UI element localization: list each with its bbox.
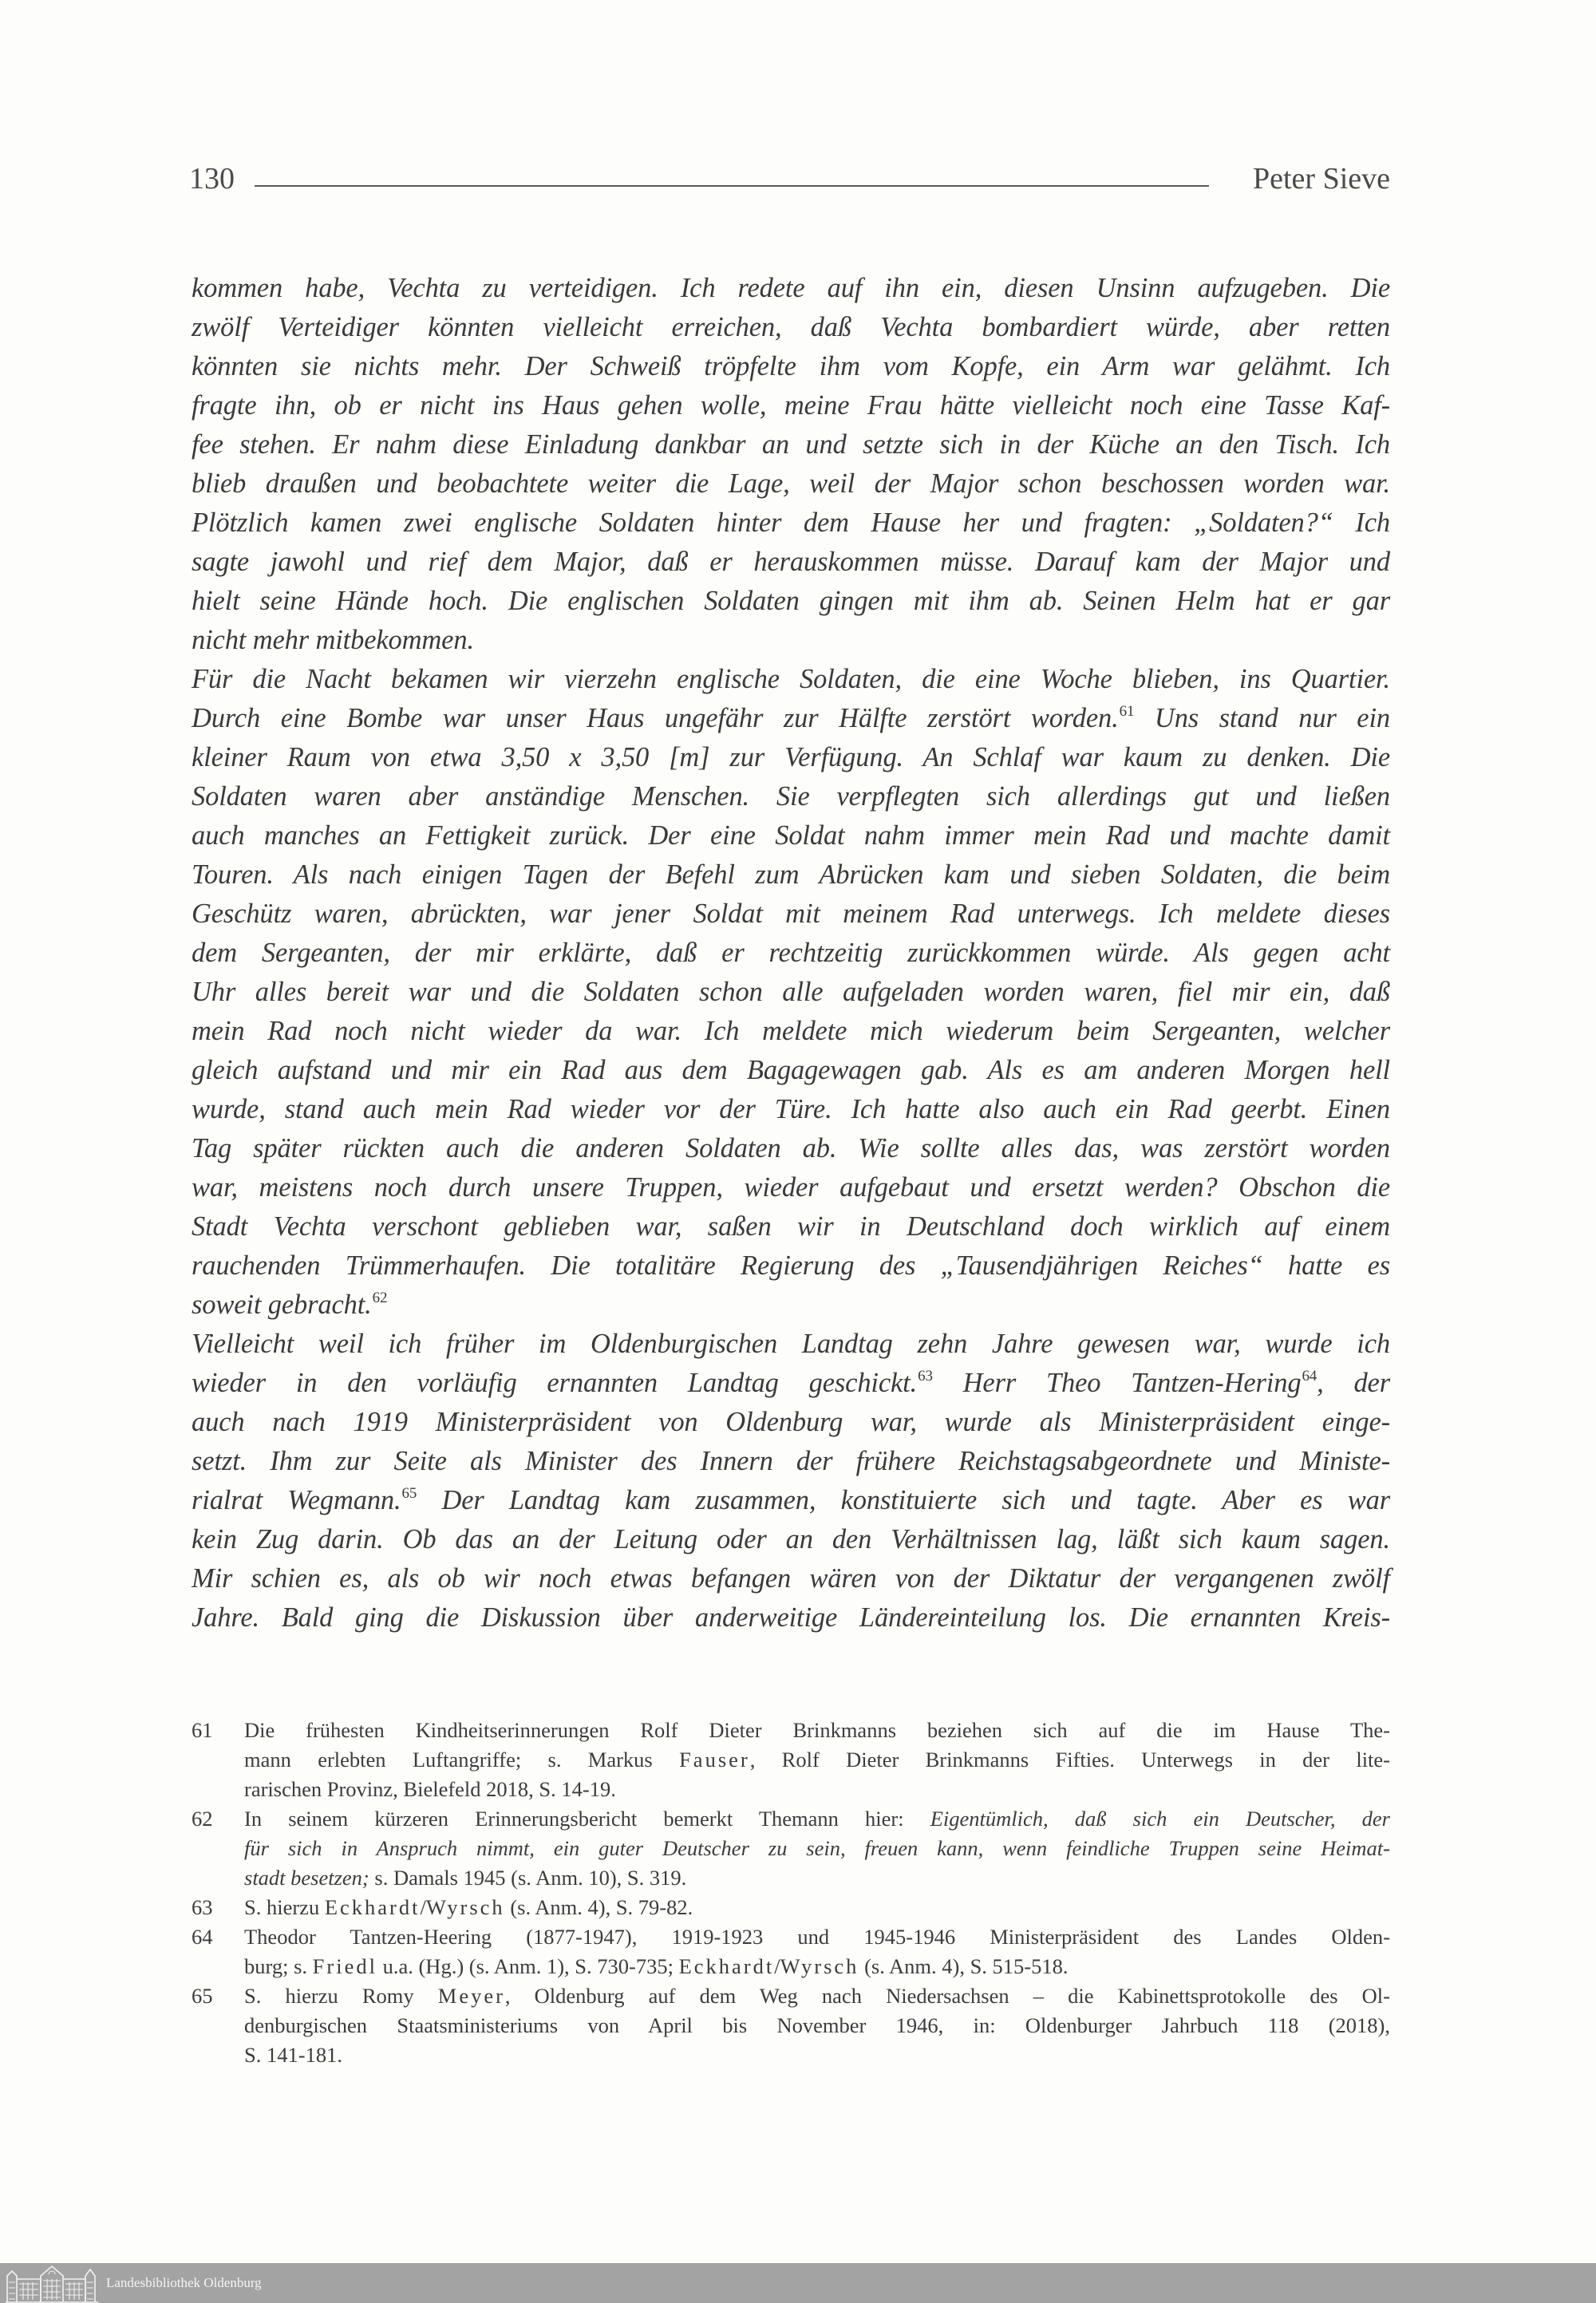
footnote-text-run: denburgischen Staatsministeriums von April bis November 1946, in: Oldenburger Jahrbuch 118 (2018), bbox=[244, 2013, 1390, 2037]
body-line-text: Uhr alles bereit war und die Soldaten schon alle aufgeladen worden waren, fiel mir ein, daß bbox=[192, 977, 1390, 1007]
body-line-text: sagte jawohl und rief dem Major, daß er herauskommen müsse. Darauf kam der Major und bbox=[192, 547, 1390, 577]
footnote-text-run: u.a. (Hg.) (s. Anm. 1), S. 730-735; bbox=[377, 1954, 679, 1978]
footnote-text-run: S. 141-181. bbox=[244, 2043, 342, 2067]
footnote-text-run: Eigentümlich, daß sich ein Deutscher, der bbox=[930, 1807, 1390, 1831]
body-line-text: Der Landtag kam zusammen, konstituierte sich und tagte. Aber es war bbox=[417, 1485, 1390, 1515]
footnote-line bbox=[244, 1745, 1390, 1775]
footnote-text bbox=[244, 1893, 1390, 1922]
library-name: Landesbibliothek Oldenburg bbox=[106, 2275, 262, 2290]
page-header bbox=[189, 156, 1390, 201]
footnote-text-run: mann erlebten Luftangriffe; s. Markus bbox=[244, 1748, 680, 1772]
footnote-line bbox=[244, 1893, 1390, 1922]
footnote-number: 65 bbox=[192, 1984, 213, 2008]
footnote-reference[interactable]: 61 bbox=[1119, 703, 1135, 720]
footnote-line bbox=[244, 2011, 1390, 2040]
body-line bbox=[192, 621, 1390, 660]
body-line bbox=[192, 1168, 1390, 1207]
body-line bbox=[192, 1325, 1390, 1364]
body-line-text: zwölf Verteidiger könnten vielleicht erreichen, daß Vechta bombardiert würde, aber retten bbox=[192, 312, 1390, 342]
body-line-text: Herr Theo Tantzen-Hering bbox=[932, 1368, 1302, 1398]
author-name: Wyrsch bbox=[425, 1895, 505, 1919]
body-line-text: Tag später rückten auch die anderen Soldaten ab. Wie sollte alles das, was zerstört worden bbox=[192, 1133, 1390, 1163]
footnote-text bbox=[244, 1804, 1390, 1893]
body-line bbox=[192, 464, 1390, 504]
footnote-65 bbox=[192, 1981, 1390, 2070]
body-line-text: fragte ihn, ob er nicht ins Haus gehen wolle, meine Frau hätte vielleicht noch eine Tasse Kaf- bbox=[192, 390, 1390, 421]
footnote-text-run: Theodor Tantzen-Heering (1877-1947), 1919-1923 und 1945-1946 Ministerpräsident des Landes Olden- bbox=[244, 1925, 1390, 1949]
body-line bbox=[192, 1207, 1390, 1246]
body-line bbox=[192, 973, 1390, 1012]
body-line bbox=[192, 425, 1390, 464]
body-line-text: Jahre. Bald ging die Diskussion über anderweitige Ländereinteilung los. Die ernannten Kreis- bbox=[192, 1602, 1390, 1633]
body-line-text: Soldaten waren aber anständige Menschen. Sie verpflegten sich allerdings gut und ließen bbox=[192, 781, 1390, 812]
body-line-text: blieb draußen und beobachtete weiter die Lage, weil der Major schon beschossen worden war. bbox=[192, 468, 1390, 499]
body-line bbox=[192, 1051, 1390, 1090]
footnote-text bbox=[244, 1716, 1390, 1804]
footnote-reference[interactable]: 64 bbox=[1302, 1368, 1317, 1385]
body-line-text: auch manches an Fettigkeit zurück. Der eine Soldat nahm immer mein Rad und machte damit bbox=[192, 820, 1390, 851]
footnote-text bbox=[244, 1922, 1390, 1981]
body-line bbox=[192, 1364, 1390, 1403]
body-line-text: , der bbox=[1317, 1368, 1390, 1398]
footnote-text-run: S. hierzu bbox=[244, 1895, 325, 1919]
footnote-63 bbox=[192, 1893, 1390, 1922]
body-line-text: dem Sergeanten, der mir erklärte, daß er rechtzeitig zurückkommen würde. Als gegen acht bbox=[192, 938, 1390, 968]
body-line-text: wurde, stand auch mein Rad wieder vor der Türe. Ich hatte also auch ein Rad geerbt. Einen bbox=[192, 1094, 1390, 1124]
body-line bbox=[192, 269, 1390, 308]
footnote-text-run: rarischen Provinz, Bielefeld 2018, S. 14-19. bbox=[244, 1777, 616, 1801]
running-head-author: Peter Sieve bbox=[1252, 162, 1390, 196]
footnote-line bbox=[244, 1952, 1390, 1981]
footnote-text-run: S. hierzu Romy bbox=[244, 1984, 438, 2008]
body-line-text: Durch eine Bombe war unser Haus ungefähr zur Hälfte zerstört worden. bbox=[192, 703, 1119, 733]
body-line bbox=[192, 660, 1390, 699]
body-line bbox=[192, 1246, 1390, 1286]
author-name: Wyrsch bbox=[780, 1954, 859, 1978]
footnote-text-run: (s. Anm. 4), S. 515-518. bbox=[859, 1954, 1069, 1978]
body-line-text: fee stehen. Er nahm diese Einladung dankbar an und setzte sich in der Küche an den Tisch. Ich bbox=[192, 429, 1390, 460]
footnote-number: 62 bbox=[192, 1807, 213, 1831]
body-line-text: rialrat Wegmann. bbox=[192, 1485, 401, 1515]
footnote-61 bbox=[192, 1716, 1390, 1804]
page-number: 130 bbox=[189, 162, 235, 196]
body-line bbox=[192, 1286, 1390, 1325]
body-line-text: Uns stand nur ein bbox=[1134, 703, 1390, 733]
body-text bbox=[192, 269, 1390, 1637]
footnote-line bbox=[244, 1863, 1390, 1893]
body-line-text: Mir schien es, als ob wir noch etwas befangen wären von der Diktatur der vergangenen zwölf bbox=[192, 1563, 1390, 1594]
author-name: Eckhardt bbox=[678, 1954, 775, 1978]
body-line bbox=[192, 1012, 1390, 1051]
body-line bbox=[192, 347, 1390, 386]
footnote-text-run: burg; s. bbox=[244, 1954, 313, 1978]
body-line-text: war, meistens noch durch unsere Truppen, wieder aufgebaut und ersetzt werden? Obschon die bbox=[192, 1172, 1390, 1203]
footnote-text-run: / bbox=[420, 1895, 426, 1919]
author-name: Fauser bbox=[679, 1748, 750, 1772]
library-building-icon bbox=[6, 2265, 98, 2303]
footnote-line bbox=[244, 1775, 1390, 1804]
body-line bbox=[192, 504, 1390, 543]
body-line-text: könnten sie nichts mehr. Der Schweiß tröpfelte ihm vom Kopfe, ein Arm war gelähmt. Ich bbox=[192, 351, 1390, 381]
footnote-text-run: Die frühesten Kindheitserinnerungen Rolf Dieter Brinkmanns beziehen sich auf die im Hause The- bbox=[244, 1718, 1390, 1742]
body-line bbox=[192, 1403, 1390, 1442]
body-line-text: Touren. Als nach einigen Tagen der Befehl zum Abrücken kam und sieben Soldaten, die beim bbox=[192, 859, 1390, 890]
footnote-64 bbox=[192, 1922, 1390, 1981]
body-line-text: wieder in den vorläufig ernannten Landtag geschickt. bbox=[192, 1368, 918, 1398]
body-line bbox=[192, 855, 1390, 895]
body-line-text: Vielleicht weil ich früher im Oldenburgischen Landtag zehn Jahre gewesen war, wurde ich bbox=[192, 1329, 1390, 1359]
body-line-text: kein Zug darin. Ob das an der Leitung oder an den Verhältnissen lag, läßt sich kaum sagen. bbox=[192, 1524, 1390, 1554]
body-line bbox=[192, 777, 1390, 816]
body-line bbox=[192, 816, 1390, 855]
body-line-text: rauchenden Trümmerhaufen. Die totalitäre Regierung des „Tausendjährigen Reiches“ hatte es bbox=[192, 1250, 1390, 1281]
footnote-reference[interactable]: 63 bbox=[918, 1368, 933, 1385]
body-line bbox=[192, 1481, 1390, 1520]
author-name: Meyer bbox=[437, 1984, 505, 2008]
footnote-number: 63 bbox=[192, 1895, 213, 1919]
body-line-text: Plötzlich kamen zwei englische Soldaten hinter dem Hause her und fragten: „Soldaten?“ Ich bbox=[192, 508, 1390, 538]
body-line-text: hielt seine Hände hoch. Die englischen Soldaten gingen mit ihm ab. Seinen Helm hat er gar bbox=[192, 586, 1390, 616]
body-line-text: soweit gebracht. bbox=[192, 1290, 372, 1320]
author-name: Friedl bbox=[312, 1954, 377, 1978]
body-line-text: auch nach 1919 Ministerpräsident von Oldenburg war, wurde als Ministerpräsident einge- bbox=[192, 1407, 1390, 1437]
body-line-text: Stadt Vechta verschont geblieben war, saßen wir in Deutschland doch wirklich auf einem bbox=[192, 1211, 1390, 1242]
footnote-line bbox=[244, 1922, 1390, 1952]
body-line bbox=[192, 738, 1390, 777]
body-line bbox=[192, 934, 1390, 973]
body-line-text: setzt. Ihm zur Seite als Minister des Innern der frühere Reichstagsabgeordnete und Ministe- bbox=[192, 1446, 1390, 1476]
body-line-text: Für die Nacht bekamen wir vierzehn englische Soldaten, die eine Woche blieben, ins Quartier. bbox=[192, 664, 1390, 694]
body-line bbox=[192, 1442, 1390, 1481]
body-line bbox=[192, 582, 1390, 621]
body-line bbox=[192, 699, 1390, 738]
footnote-text bbox=[244, 1981, 1390, 2070]
footnote-number: 61 bbox=[192, 1718, 213, 1742]
body-line-text: Geschütz waren, abrückten, war jener Soldat mit meinem Rad unterwegs. Ich meldete dieses bbox=[192, 899, 1390, 929]
body-line-text: nicht mehr mitbekommen. bbox=[192, 625, 474, 655]
footnote-text-run: s. Damals 1945 (s. Anm. 10), S. 319. bbox=[369, 1866, 687, 1890]
footnote-line bbox=[244, 1716, 1390, 1745]
footnote-line bbox=[244, 1804, 1390, 1834]
footer-bar bbox=[0, 2263, 1596, 2303]
footnote-line bbox=[244, 1834, 1390, 1863]
body-line-text: gleich aufstand und mir ein Rad aus dem Bagagewagen gab. Als es am anderen Morgen hell bbox=[192, 1055, 1390, 1085]
footnote-text-run: In seinem kürzeren Erinnerungsbericht bemerkt Themann hier: bbox=[244, 1807, 930, 1831]
footnote-text-run: / bbox=[774, 1954, 780, 1978]
footnotes bbox=[192, 1716, 1390, 2070]
body-line bbox=[192, 1559, 1390, 1598]
header-rule bbox=[255, 185, 1209, 187]
body-line bbox=[192, 386, 1390, 425]
body-line-text: kommen habe, Vechta zu verteidigen. Ich redete auf ihn ein, diesen Unsinn aufzugeben. Die bbox=[192, 273, 1390, 303]
footnote-text-run: , Oldenburg auf dem Weg nach Niedersachsen – die Kabinettsprotokolle des Ol- bbox=[504, 1984, 1390, 2008]
footnote-text-run: stadt besetzen; bbox=[244, 1866, 369, 1890]
body-line-text: kleiner Raum von etwa 3,50 x 3,50 [m] zur Verfügung. An Schlaf war kaum zu denken. Die bbox=[192, 742, 1390, 772]
body-line bbox=[192, 1090, 1390, 1129]
body-line bbox=[192, 1598, 1390, 1637]
footnote-text-run: , Rolf Dieter Brinkmanns Fifties. Unterwegs in der lite- bbox=[749, 1748, 1390, 1772]
footnote-text-run: (s. Anm. 4), S. 79-82. bbox=[504, 1895, 693, 1919]
footnote-reference[interactable]: 65 bbox=[401, 1485, 417, 1502]
body-line-text: mein Rad noch nicht wieder da war. Ich meldete mich wiederum beim Sergeanten, welcher bbox=[192, 1016, 1390, 1046]
footnote-line bbox=[244, 2040, 1390, 2070]
body-line bbox=[192, 1129, 1390, 1168]
footnote-line bbox=[244, 1981, 1390, 2011]
body-line bbox=[192, 1520, 1390, 1559]
body-line bbox=[192, 895, 1390, 934]
author-name: Eckhardt bbox=[324, 1895, 421, 1919]
footnote-reference[interactable]: 62 bbox=[372, 1290, 388, 1306]
footnote-number: 64 bbox=[192, 1925, 213, 1949]
footnote-62 bbox=[192, 1804, 1390, 1893]
footnote-text-run: für sich in Anspruch nimmt, ein guter Deutscher zu sein, freuen kann, wenn feindliche Truppen seine Heimat- bbox=[244, 1836, 1390, 1860]
body-line bbox=[192, 308, 1390, 347]
body-line bbox=[192, 543, 1390, 582]
